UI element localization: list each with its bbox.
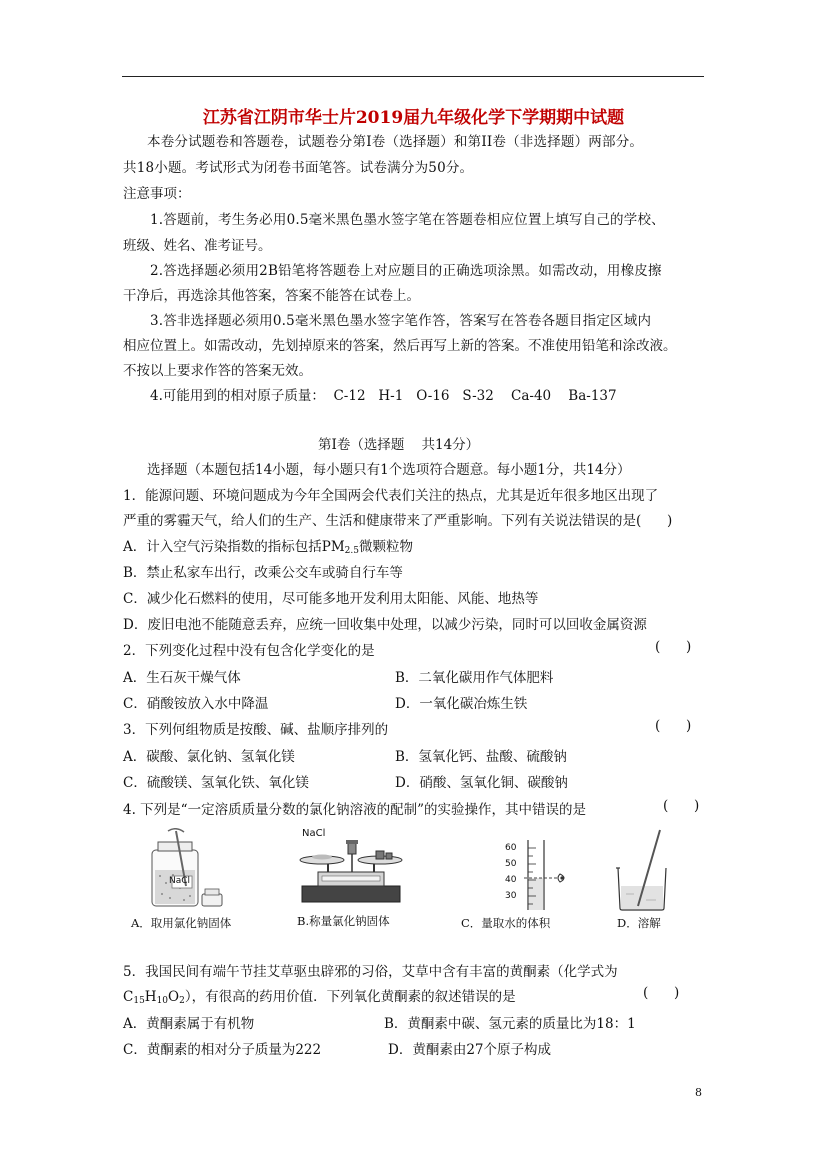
figure-a-reagent-jar [140,828,240,910]
notice-2a: 2.答选择题必须用2B铅笔将答题卷上对应题目的正确选项涂黑。如需改动，用橡皮擦 [150,263,662,279]
q1-stem-a: 1．能源问题、环境问题成为今年全国两会代表们关注的热点，尤其是近年很多地区出现了 [123,488,659,504]
q3-answer-paren: ( ) [655,718,692,734]
figure-c-caption: C．量取水的体积 [461,916,551,930]
cyl-tick-40: 40 [505,875,517,885]
q2-option-a: A．生石灰干燥气体 [123,670,241,686]
cyl-tick-30: 30 [505,891,517,901]
notice-4: 4.可能用到的相对原子质量： C-12 H-1 O-16 S-32 Ca-40 Ba-137 [150,388,617,404]
q5-stem-b-text: ），有很高的药用价值．下列氧化黄酮素的叙述错误的是 [184,989,516,1005]
q3-option-b: B．氢氧化钙、盐酸、硫酸钠 [395,749,567,765]
jar-label: NaCl [169,876,191,886]
q1-option-a [123,535,413,556]
section-description: 选择题（本题包括14小题，每小题只有1个选项符合题意。每小题1分，共14分） [147,462,631,478]
figure-d-caption: D．溶解 [617,916,661,930]
q3-option-d: D．硝酸、氢氧化铜、碳酸钠 [395,775,568,791]
section-heading: 第Ⅰ卷（选择题 共14分） [318,437,480,453]
q5-option-c: C．黄酮素的相对分子质量为222 [123,1042,322,1058]
formula-o: O [168,989,180,1005]
q1-stem-b: 严重的雾霾天气，给人们的生产、生活和健康带来了严重影响。下列有关说法错误的是( ) [123,513,673,529]
notice-3c: 不按以上要求作答的答案无效。 [123,363,312,379]
notice-label: 注意事项： [123,186,191,202]
figure-b-caption: B.称量氯化钠固体 [297,914,390,928]
notice-1b: 班级、姓名、准考证号。 [123,238,272,254]
page-number: 8 [695,1086,702,1099]
intro-line-1: 本卷分试题卷和答题卷，试题卷分第Ⅰ卷（选择题）和第II卷（非选择题）两部分。 [147,134,644,150]
notice-1a: 1.答题前，考生务必用0.5毫米黑色墨水签字笔在答题卷相应位置上填写自己的学校、 [150,212,665,228]
q5-option-b: B．黄酮素中碳、氢元素的质量比为18：1 [384,1016,636,1032]
cyl-tick-50: 50 [505,859,517,869]
q5-answer-paren: ( ) [643,985,680,1001]
page-title: 江苏省江阴市华士片2019届九年级化学下学期期中试题 [202,108,625,128]
q1-option-a-sub: 2.5 [344,546,359,556]
q2-stem: 2．下列变化过程中没有包含化学变化的是 [123,643,375,659]
q5-stem-a: 5．我国民间有端午节挂艾草驱虫辟邪的习俗，艾草中含有丰富的黄酮素（化学式为 [123,964,618,980]
intro-line-2: 共18小题。考试形式为闭卷书面笔答。试卷满分为50分。 [123,160,474,176]
q1-option-d: D．废旧电池不能随意丢弃，应统一回收集中处理，以减少污染，同时可以回收金属资源 [123,617,647,633]
formula-h-count: 10 [156,996,169,1006]
q2-answer-paren: ( ) [655,639,692,655]
notice-2b: 干净后，再选涂其他答案，答案不能答在试卷上。 [123,288,420,304]
q5-stem-b [123,985,516,1006]
header-rule [122,76,704,77]
notice-3b: 相应位置上。如需改动，先划掉原来的答案，然后再写上新的答案。不准使用铅笔和涂改液。 [123,338,677,354]
formula-h: H [144,989,157,1005]
q3-stem: 3．下列何组物质是按酸、碱、盐顺序排列的 [123,722,389,738]
formula-c-count: 15 [133,996,145,1006]
cyl-tick-60: 60 [505,843,517,853]
q2-option-b: B．二氧化碳用作气体肥料 [395,670,554,686]
q4-answer-paren: ( ) [663,798,700,814]
figure-a-caption: A．取用氯化钠固体 [131,916,232,930]
q1-option-b: B．禁止私家车出行，改乘公交车或骑自行车等 [123,565,403,581]
q5-option-d: D．黄酮素由27个原子构成 [388,1042,552,1058]
figure-b-balance [292,838,408,910]
notice-3a: 3.答非选择题必须用0.5毫米黑色墨水签字笔作答，答案写在答卷各题目指定区域内 [150,313,652,329]
q3-option-a: A．碳酸、氯化钠、氢氧化镁 [123,749,295,765]
q2-option-c: C．硝酸铵放入水中降温 [123,696,269,712]
q1-option-c: C．减少化石燃料的使用，尽可能多地开发利用太阳能、风能、地热等 [123,591,539,607]
q2-option-d: D．一氧化碳冶炼生铁 [395,696,528,712]
q5-option-a: A．黄酮素属于有机物 [123,1016,255,1032]
formula-o-count: 2 [179,996,185,1006]
figure-d-beaker [612,828,676,912]
balance-label: NaCl [302,828,326,839]
formula-c: C [123,989,134,1005]
q1-option-a-text: A．计入空气污染指数的指标包括PM [123,539,345,555]
q3-option-c: C．硫酸镁、氢氧化铁、氧化镁 [123,775,309,791]
q1-option-a-tail: 微颗粒物 [358,539,413,555]
q4-stem: 4. 下列是“一定溶质质量分数的氯化钠溶液的配制”的实验操作，其中错误的是 [123,802,586,818]
